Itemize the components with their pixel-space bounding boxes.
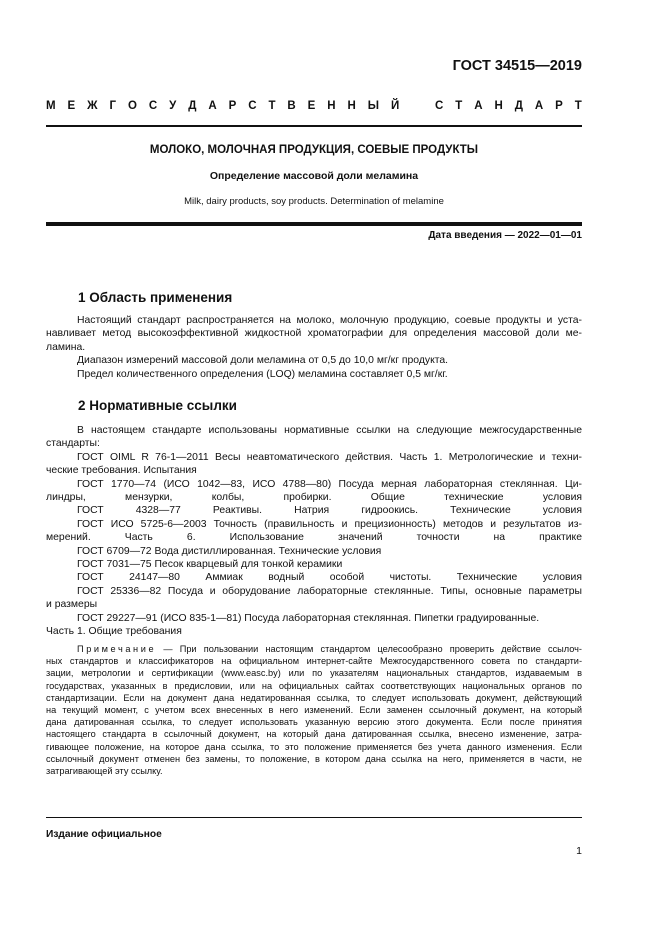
standard-title: МОЛОКО, МОЛОЧНАЯ ПРОДУКЦИЯ, СОЕВЫЕ ПРОДУКТЫ — [149, 144, 479, 156]
banner-letter: Н — [347, 100, 356, 112]
text-line: навливает метод высокоэффективной жидкостной хроматографии для определения массовой доли ме- — [46, 328, 582, 340]
banner-letter: Е — [307, 100, 316, 112]
reference-line: ГОСТ 29227—91 (ИСО 835-1—81) Посуда лабораторная стеклянная. Пипетки градуированные. — [77, 612, 540, 624]
banner-letter: А — [534, 100, 544, 112]
banner-letter: У — [169, 100, 177, 112]
standard-subtitle: Определение массовой доли меламина — [209, 170, 419, 182]
page-number: 1 — [576, 845, 582, 857]
note-line: затрагивающей эту ссылку. — [46, 766, 163, 777]
reference-line: ГОСТ 7031—75 Песок кварцевый для тонкой керамики — [77, 559, 343, 571]
note-line — [46, 643, 582, 655]
banner-letter: Т — [455, 100, 463, 112]
text-line: стандарты: — [46, 438, 100, 450]
section-2-note — [46, 643, 582, 777]
banner-letter: Д — [188, 100, 197, 112]
banner-letter: Ж — [87, 100, 98, 112]
banner-letter: Т — [574, 100, 582, 112]
reference-line: ГОСТ 1770—74 (ИСО 1042—83, ИСО 4788—80) Посуда мерная лабораторная стеклянная. Ци- — [77, 478, 582, 490]
section-1-body — [46, 314, 582, 381]
note-line: дана датированная ссылка, то следует использовать указанную версию этого документа. Если после принятия — [46, 717, 582, 728]
note-line: на текущий момент, с учетом всех внесенных в него изменений. Если заменен ссылочный документ, на который — [46, 705, 582, 716]
banner-letter: С — [248, 100, 257, 112]
reference-line: ГОСТ OIML R 76-1—2011 Весы неавтоматического действия. Часть 1. Метрологические и техни- — [77, 451, 582, 463]
note-line: настоящего стандарта в ссылочный документ, на который дана датированная ссылка, внесено изменение, затра- — [46, 729, 582, 740]
section-1-heading: 1 Область применения — [78, 290, 233, 305]
text-line: В настоящем стандарте использованы нормативные ссылки на следующие межгосударственные — [77, 425, 582, 436]
document-number: ГОСТ 34515—2019 — [452, 58, 582, 74]
banner-letter: Й — [390, 100, 400, 112]
banner-letter: Н — [494, 100, 503, 112]
reference-line: ГОСТ 25336—82 Посуда и оборудование лабораторные стеклянные. Типы, основные параметры — [77, 585, 582, 597]
title-divider — [46, 222, 582, 226]
text-line: Предел количественного определения (LOQ) меламина составляет 0,5 мг/кг. — [77, 368, 448, 380]
note-line: ных стандартов и классификаторов на официальном интернет-сайте Межгосударственного совета по стандарти- — [46, 656, 582, 667]
interstate-standard-banner — [46, 100, 582, 112]
banner-letter: С — [148, 100, 158, 112]
note-line: стандартизации. Если на документ дана недатированная ссылка, то следует использовать документ, действующий — [46, 692, 582, 703]
reference-line: линдры, мензурки, колбы, пробирки. Общие технические условия — [46, 492, 582, 504]
banner-letter: Р — [228, 100, 237, 112]
header-divider — [46, 125, 582, 127]
banner-letter: С — [435, 100, 444, 112]
banner-letter: Е — [67, 100, 76, 112]
footer-divider — [46, 817, 582, 818]
banner-letter: А — [474, 100, 483, 112]
banner-letter: Р — [555, 100, 563, 112]
note-label: Примечание — [77, 644, 157, 654]
reference-line: мерений. Часть 6. Использование значений точности на практике — [46, 532, 582, 544]
banner-letter: Г — [109, 100, 117, 112]
english-title: Milk, dairy products, soy products. Determination of melamine — [184, 196, 444, 207]
reference-line: ГОСТ 24147—80 Аммиак водный особой чистоты. Технические условия — [77, 572, 582, 584]
section-2-heading: 2 Нормативные ссылки — [78, 398, 237, 413]
note-line: ссылочный документ отменен без замены, то положение, в котором дана ссылка на него, применяется в части, не — [46, 753, 582, 764]
reference-line: ГОСТ 4328—77 Реактивы. Натрия гидроокись. Технические условия — [77, 505, 582, 517]
text-line: Диапазон измерений массовой доли меламина от 0,5 до 10,0 мг/кг продукта. — [77, 355, 449, 367]
text-line: ламина. — [46, 341, 86, 353]
banner-letter: О — [127, 100, 137, 112]
note-line: гивающее положение, на которое дана ссылка, то это положение применяется без учета данного изменения. Если — [46, 741, 582, 752]
note-line: зации, метрологии и сертификации (www.easc.by) или по указателям национальных стандартов, издаваемым в — [46, 668, 582, 679]
reference-line: ГОСТ ИСО 5725-6—2003 Точность (правильность и прецизионность) методов и результатов из- — [77, 518, 582, 530]
banner-letter: А — [208, 100, 217, 112]
banner-letter: Ы — [367, 100, 380, 112]
reference-line: и размеры — [46, 599, 98, 611]
banner-letter: Д — [514, 100, 523, 112]
reference-line: ГОСТ 6709—72 Вода дистиллированная. Технические условия — [77, 545, 382, 557]
section-2-body — [46, 424, 582, 639]
reference-line: ческие требования. Испытания — [46, 465, 197, 477]
banner-letter: В — [287, 100, 296, 112]
banner-letter: Т — [268, 100, 276, 112]
introduction-date: Дата введения — 2022—01—01 — [428, 230, 582, 241]
reference-line: Часть 1. Общие требования — [46, 626, 182, 638]
official-edition-label: Издание официальное — [46, 829, 162, 840]
banner-letter: М — [46, 100, 56, 112]
banner-letter: Н — [327, 100, 336, 112]
text-line: Настоящий стандарт распространяется на молоко, молочную продукцию, соевые продукты и уста- — [77, 315, 582, 326]
note-line: государствах, указанных в предисловии, или на официальных сайтах соответствующих национальных органов по — [46, 680, 582, 691]
note-text: — При пользовании настоящим стандартом целесообразно проверить действие ссылоч- — [156, 644, 582, 654]
